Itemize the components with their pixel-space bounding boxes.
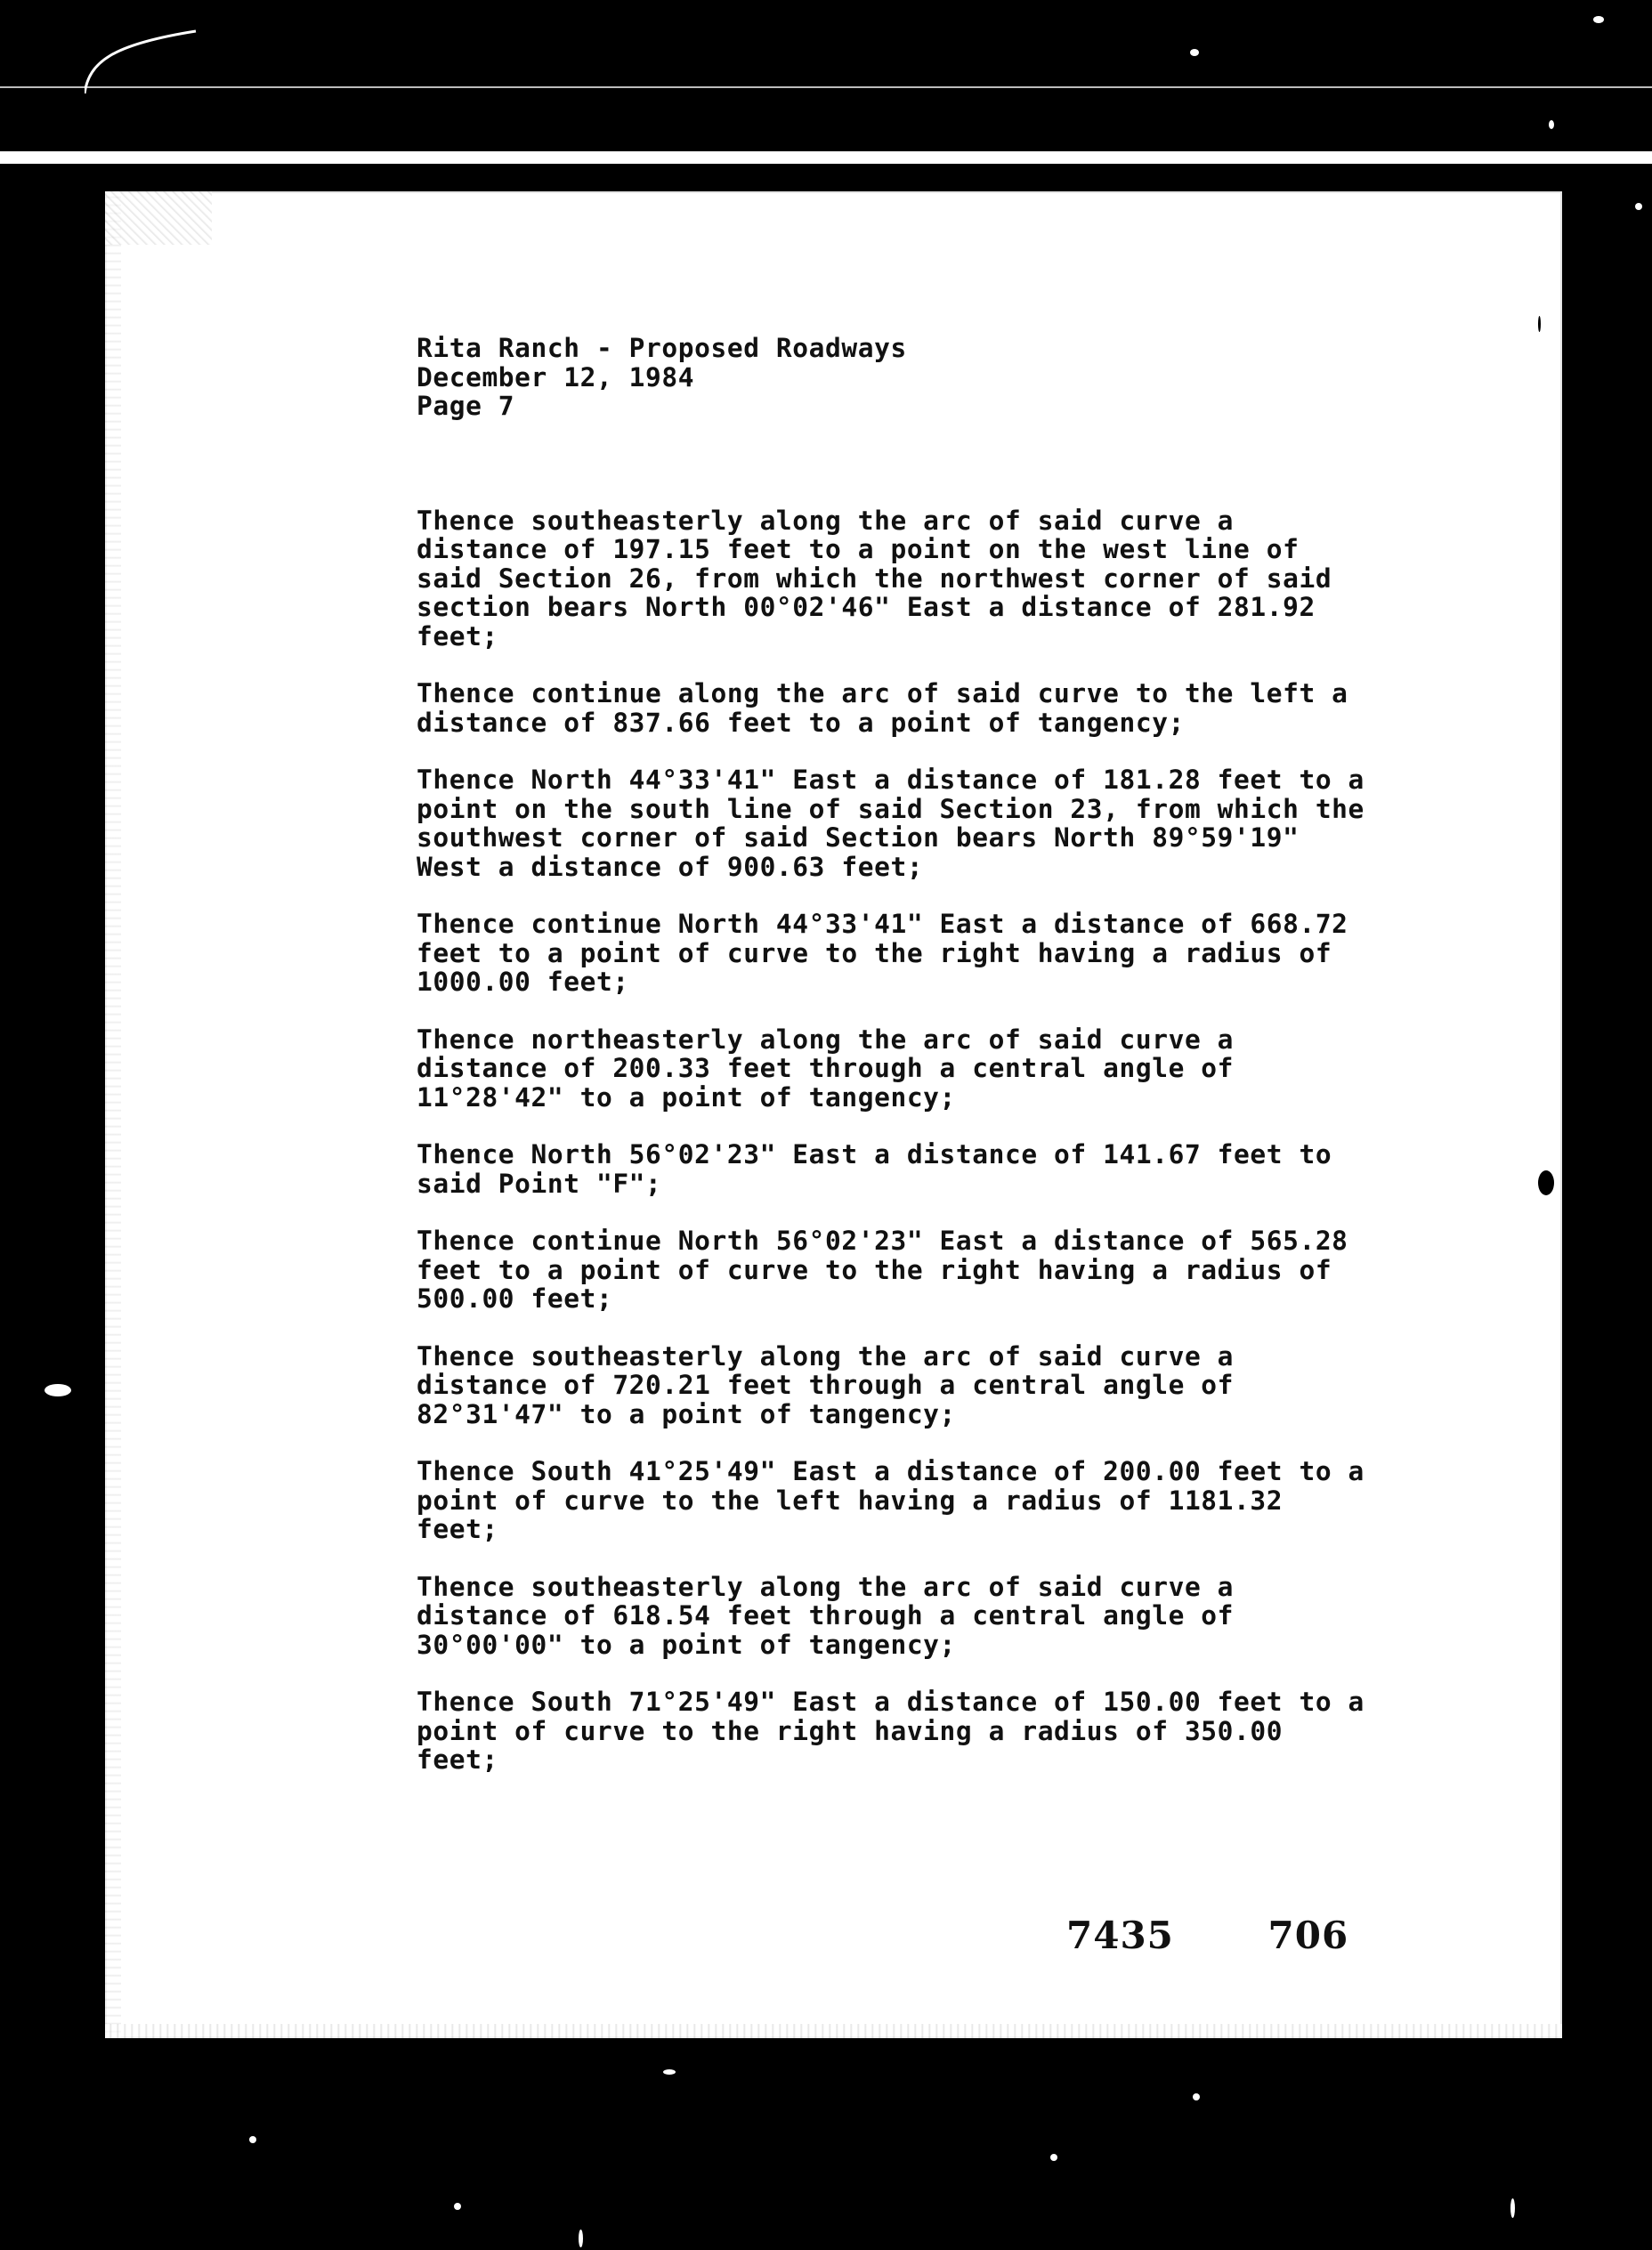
paragraph-line: Thence South 41°25'49" East a distance of 200.00 feet to a	[417, 1456, 1365, 1486]
scan-ink-blot	[1538, 1170, 1554, 1195]
paragraph-line: feet;	[417, 1514, 498, 1544]
scan-scratch-mark	[85, 27, 200, 98]
scan-speck	[1635, 203, 1642, 210]
paragraph-line: 82°31'47" to a point of tangency;	[417, 1398, 956, 1429]
survey-paragraph	[417, 1226, 1529, 1314]
paragraph-gap	[417, 1314, 1529, 1342]
paragraph-line: West a distance of 900.63 feet;	[417, 851, 924, 882]
paragraph-line: Thence continue along the arc of said curve to the left a	[417, 678, 1348, 708]
document-title: Rita Ranch - Proposed Roadways	[417, 333, 907, 363]
scan-speck	[1193, 2093, 1200, 2100]
scan-speck	[579, 2230, 583, 2247]
scan-ink-mark	[1538, 316, 1541, 332]
survey-description-paragraphs	[417, 506, 1529, 1775]
paragraph-line: section bears North 00°02'46" East a distance of 281.92	[417, 592, 1316, 622]
survey-paragraph	[417, 1140, 1529, 1198]
paragraph-gap	[417, 737, 1529, 765]
paragraph-line: feet to a point of curve to the right having a radius of	[417, 1254, 1332, 1285]
paragraph-line: Thence northeasterly along the arc of said curve a	[417, 1024, 1235, 1055]
paragraph-gap	[417, 1544, 1529, 1573]
scan-speck	[1593, 16, 1604, 23]
scan-top-band	[0, 0, 1652, 169]
paragraph-line: 30°00'00" to a point of tangency;	[417, 1629, 956, 1660]
paragraph-line: Thence South 71°25'49" East a distance of 150.00 feet to a	[417, 1687, 1365, 1717]
paragraph-gap	[417, 997, 1529, 1025]
document-body	[417, 334, 1529, 1775]
scan-paper-edge	[0, 151, 1652, 164]
scan-edge-line	[0, 86, 1652, 88]
paragraph-line: 11°28'42" to a point of tangency;	[417, 1081, 956, 1113]
paragraph-line: southwest corner of said Section bears North 89°59'19"	[417, 822, 1300, 853]
paragraph-line: Thence southeasterly along the arc of said curve a	[417, 505, 1235, 536]
paragraph-line: Thence continue North 44°33'41" East a distance of 668.72	[417, 909, 1348, 939]
book-number: 7435	[1066, 1914, 1174, 1957]
paragraph-line: Thence southeasterly along the arc of said curve a	[417, 1571, 1235, 1602]
paragraph-line: feet to a point of curve to the right having a radius of	[417, 937, 1332, 968]
scan-speck	[249, 2136, 256, 2143]
scan-speck	[454, 2203, 461, 2210]
scan-speck	[1190, 49, 1199, 56]
paragraph-line: distance of 618.54 feet through a central angle of	[417, 1600, 1235, 1631]
paragraph-line: distance of 197.15 feet to a point on the west line of	[417, 534, 1300, 564]
survey-paragraph	[417, 910, 1529, 997]
scan-speck	[1050, 2154, 1057, 2161]
paragraph-line: 1000.00 feet;	[417, 967, 629, 997]
paragraph-line: Thence North 44°33'41" East a distance of 181.28 feet to a	[417, 765, 1365, 795]
survey-paragraph	[417, 679, 1529, 737]
survey-paragraph	[417, 1573, 1529, 1660]
document-page-label: Page 7	[417, 391, 515, 421]
scan-speck	[663, 2069, 676, 2075]
paragraph-gap	[417, 651, 1529, 679]
paragraph-line: Thence North 56°02'23" East a distance of 141.67 feet to	[417, 1139, 1332, 1170]
paragraph-line: distance of 200.33 feet through a central angle of	[417, 1053, 1235, 1083]
paragraph-gap	[417, 1112, 1529, 1140]
scan-speck	[1510, 2198, 1515, 2218]
document-date: December 12, 1984	[417, 361, 695, 393]
paragraph-line: point on the south line of said Section 23, from which the	[417, 793, 1365, 824]
survey-paragraph	[417, 1025, 1529, 1113]
paragraph-gap	[417, 1198, 1529, 1226]
scan-noise-corner	[105, 191, 212, 245]
recording-numbers	[1066, 1914, 1348, 1957]
paragraph-gap	[417, 1659, 1529, 1688]
paragraph-line: distance of 720.21 feet through a central angle of	[417, 1370, 1235, 1400]
page-number: 706	[1267, 1914, 1349, 1957]
scan-speck	[1549, 120, 1554, 129]
paragraph-line: point of curve to the left having a radius of 1181.32	[417, 1485, 1284, 1516]
paragraph-line: feet;	[417, 620, 498, 652]
survey-paragraph	[417, 1457, 1529, 1544]
survey-paragraph	[417, 1342, 1529, 1429]
paragraph-line: said Point "F";	[417, 1168, 662, 1199]
document-page	[105, 191, 1562, 2038]
survey-paragraph	[417, 1688, 1529, 1775]
scan-noise-left	[105, 191, 121, 2038]
scan-noise-bottom	[105, 2024, 1562, 2038]
paragraph-gap	[417, 1429, 1529, 1457]
paragraph-line: 500.00 feet;	[417, 1283, 613, 1314]
survey-paragraph	[417, 506, 1529, 652]
paragraph-line: said Section 26, from which the northwest corner of said	[417, 562, 1332, 594]
survey-paragraph	[417, 765, 1529, 881]
paragraph-line: point of curve to the right having a radius of 350.00	[417, 1715, 1284, 1746]
paragraph-line: Thence continue North 56°02'23" East a distance of 565.28	[417, 1226, 1348, 1256]
scan-speck	[45, 1384, 71, 1396]
paragraph-line: Thence southeasterly along the arc of said curve a	[417, 1340, 1235, 1372]
paragraph-gap	[417, 881, 1529, 910]
paragraph-line: distance of 837.66 feet to a point of tangency;	[417, 707, 1185, 738]
paragraph-line: feet;	[417, 1744, 498, 1775]
